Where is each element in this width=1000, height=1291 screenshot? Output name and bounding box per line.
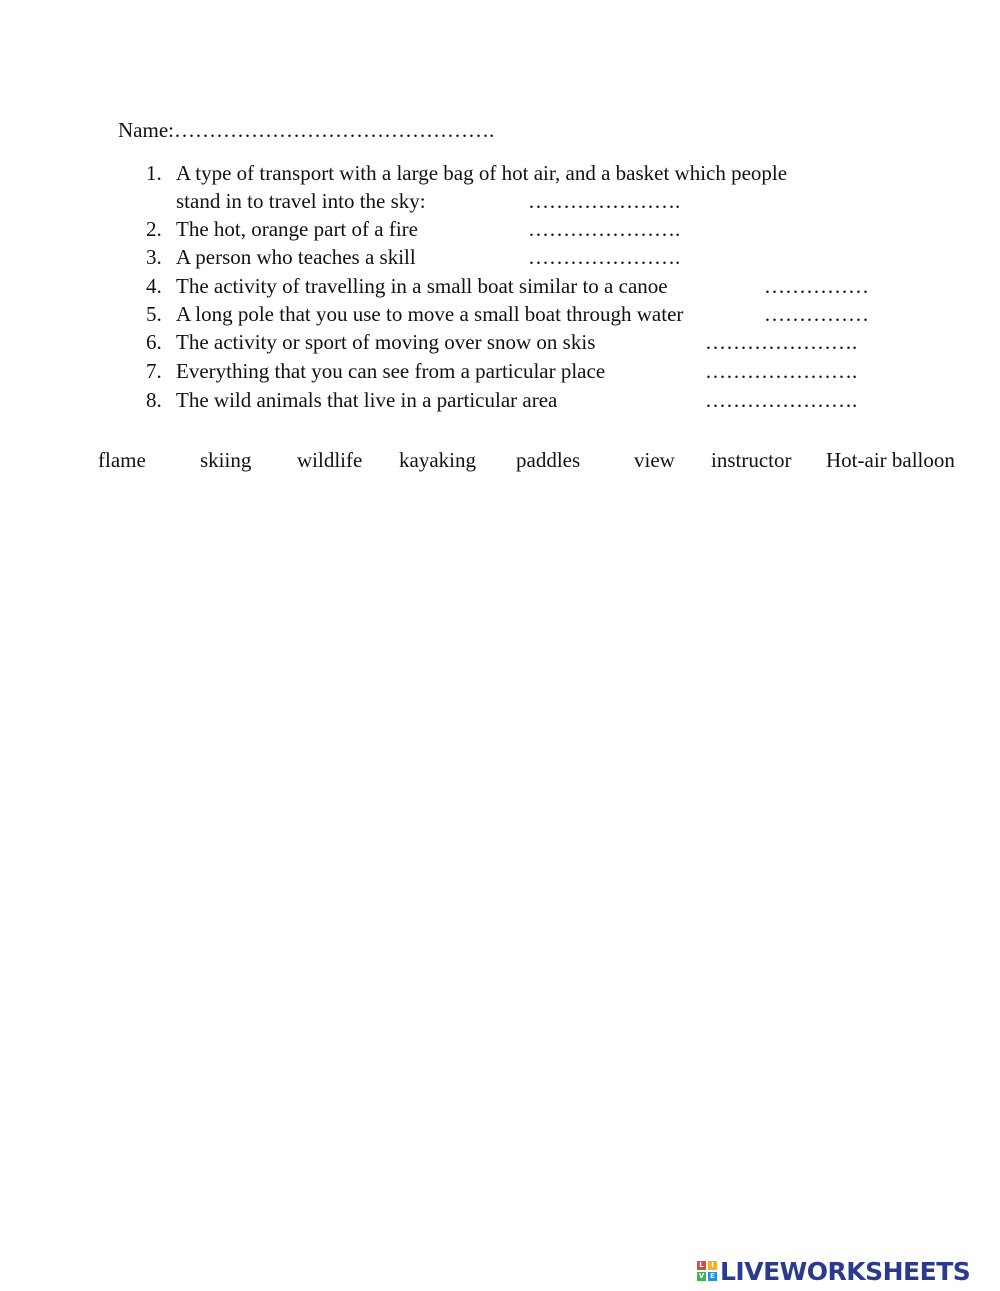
answer-blank[interactable]: …………………. <box>528 245 681 269</box>
answer-blank[interactable]: …………… <box>764 274 869 298</box>
liveworksheets-logo <box>697 1256 970 1286</box>
word-bank-item[interactable]: view <box>634 448 675 472</box>
logo-square-e: E <box>708 1272 717 1281</box>
question-text: A long pole that you use to move a small boat through water <box>176 302 684 326</box>
answer-blank[interactable]: …………………. <box>528 217 681 241</box>
answer-blank[interactable]: …………………. <box>528 189 681 213</box>
question-text: The activity or sport of moving over snow on skis <box>176 330 596 354</box>
question-number: 1. <box>146 161 162 185</box>
answer-blank[interactable]: …………………. <box>705 388 858 412</box>
question-number: 5. <box>146 302 162 326</box>
question-number: 2. <box>146 217 162 241</box>
word-bank-item[interactable]: instructor <box>711 448 792 472</box>
word-bank-item[interactable]: skiing <box>200 448 252 472</box>
word-bank <box>0 448 1000 478</box>
question-number: 7. <box>146 359 162 383</box>
question-text: A type of transport with a large bag of hot air, and a basket which people <box>176 161 788 185</box>
logo-mark-icon <box>697 1261 717 1281</box>
name-label: Name: <box>118 118 174 142</box>
question-text: The hot, orange part of a fire <box>176 217 418 241</box>
question-text: Everything that you can see from a particular place <box>176 359 606 383</box>
question-text: The activity of travelling in a small boat similar to a canoe <box>176 274 668 298</box>
word-bank-item[interactable]: kayaking <box>399 448 476 472</box>
question-number: 3. <box>146 245 162 269</box>
word-bank-item[interactable]: Hot-air balloon <box>826 448 955 472</box>
answer-blank[interactable]: …………… <box>764 302 869 326</box>
logo-square-l: L <box>697 1261 706 1270</box>
name-blank[interactable]: ………………………………………. <box>173 118 495 142</box>
word-bank-item[interactable]: paddles <box>516 448 581 472</box>
answer-blank[interactable]: …………………. <box>705 359 858 383</box>
logo-square-i: I <box>708 1261 717 1270</box>
question-list <box>0 0 1000 420</box>
word-bank-item[interactable]: wildlife <box>297 448 363 472</box>
logo-square-v: V <box>698 1272 705 1280</box>
question-number: 6. <box>146 330 162 354</box>
question-text: A person who teaches a skill <box>176 245 416 269</box>
question-number: 8. <box>146 388 162 412</box>
question-number: 4. <box>146 274 162 298</box>
logo-text: LIVEWORKSHEETS <box>720 1256 971 1286</box>
question-text: The wild animals that live in a particular area <box>176 388 558 412</box>
answer-blank[interactable]: …………………. <box>705 330 858 354</box>
question-text: stand in to travel into the sky: <box>176 189 426 213</box>
word-bank-item[interactable]: flame <box>98 448 146 472</box>
